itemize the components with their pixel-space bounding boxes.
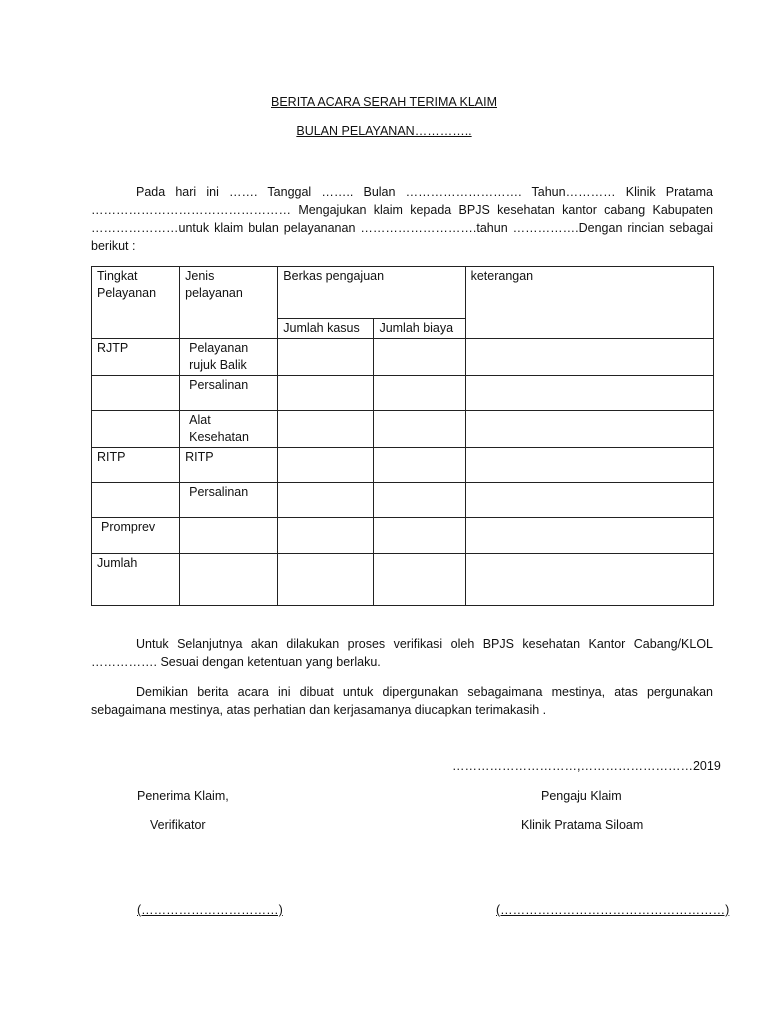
table-row-total	[92, 554, 714, 606]
cell-biaya	[374, 376, 465, 411]
applicant-signature-line: (………………………………………………)	[496, 903, 730, 917]
receiver-signature-line: (……………………………)	[137, 903, 283, 917]
cell-kasus	[278, 376, 374, 411]
cell-keterangan	[465, 448, 713, 483]
cell-tingkat: Jumlah	[92, 554, 180, 606]
header-keterangan: keterangan	[465, 267, 713, 339]
cell-tingkat: Promprev	[92, 518, 180, 554]
receiver-label: Penerima Klaim,	[137, 789, 229, 803]
document-subtitle: BULAN PELAYANAN…………..	[296, 124, 472, 138]
table-row	[92, 448, 714, 483]
cell-tingkat: RJTP	[92, 339, 180, 376]
claims-table	[91, 266, 714, 606]
header-jenis: Jenis pelayanan	[180, 267, 278, 339]
cell-biaya	[374, 483, 465, 518]
cell-keterangan	[465, 518, 713, 554]
cell-keterangan	[465, 376, 713, 411]
cell-kasus	[278, 411, 374, 448]
cell-kasus	[278, 554, 374, 606]
receiver-role: Verifikator	[150, 818, 206, 832]
verification-paragraph: Untuk Selanjutnya akan dilakukan proses verifikasi oleh BPJS kesehatan Kantor Cabang/KLOL ……………. Sesuai dengan ketentuan yang berlaku.	[91, 637, 713, 669]
header-tingkat: Tingkat Pelayanan	[92, 267, 180, 339]
table-row	[92, 339, 714, 376]
cell-biaya	[374, 411, 465, 448]
cell-kasus	[278, 483, 374, 518]
cell-tingkat	[92, 483, 180, 518]
cell-biaya	[374, 554, 465, 606]
table-header-row	[92, 267, 714, 319]
cell-jenis	[180, 554, 278, 606]
table-row	[92, 411, 714, 448]
cell-kasus	[278, 518, 374, 554]
cell-kasus	[278, 339, 374, 376]
cell-biaya	[374, 518, 465, 554]
cell-kasus	[278, 448, 374, 483]
cell-biaya	[374, 339, 465, 376]
cell-tingkat: RITP	[92, 448, 180, 483]
applicant-label: Pengaju Klaim	[541, 789, 622, 803]
table-row	[92, 518, 714, 554]
header-berkas: Berkas pengajuan	[278, 267, 465, 319]
applicant-role: Klinik Pratama Siloam	[521, 818, 644, 832]
cell-jenis: Persalinan	[180, 483, 278, 518]
table-row	[92, 376, 714, 411]
cell-biaya	[374, 448, 465, 483]
header-jumlah-biaya: Jumlah biaya	[374, 319, 465, 339]
cell-keterangan	[465, 554, 713, 606]
cell-tingkat	[92, 376, 180, 411]
cell-keterangan	[465, 483, 713, 518]
cell-jenis	[180, 518, 278, 554]
cell-keterangan	[465, 339, 713, 376]
date-line: …………………………,………………………2019	[452, 759, 721, 773]
closing-paragraph: Demikian berita acara ini dibuat untuk dipergunakan sebagaimana mestinya, atas pergunakan sebagaimana mestinya, atas perhatian dan kerjasamanya diucapkan terimakasih .	[91, 685, 713, 717]
document-title: BERITA ACARA SERAH TERIMA KLAIM	[271, 95, 497, 109]
header-jumlah-kasus: Jumlah kasus	[278, 319, 374, 339]
cell-jenis: Pelayanan rujuk Balik	[180, 339, 278, 376]
cell-tingkat	[92, 411, 180, 448]
cell-jenis: Persalinan	[180, 376, 278, 411]
cell-jenis: Alat Kesehatan	[180, 411, 278, 448]
cell-jenis: RITP	[180, 448, 278, 483]
cell-keterangan	[465, 411, 713, 448]
table-row	[92, 483, 714, 518]
intro-paragraph: Pada hari ini ……. Tanggal …….. Bulan ………………………. Tahun………… Klinik Pratama ………………………………………… Mengajukan klaim kepada BPJS kesehatan kantor cabang Kabupaten …………………untuk klaim bulan pelayananan ……………………….tahun …………….Dengan rincian sebagai berikut :	[91, 185, 713, 253]
